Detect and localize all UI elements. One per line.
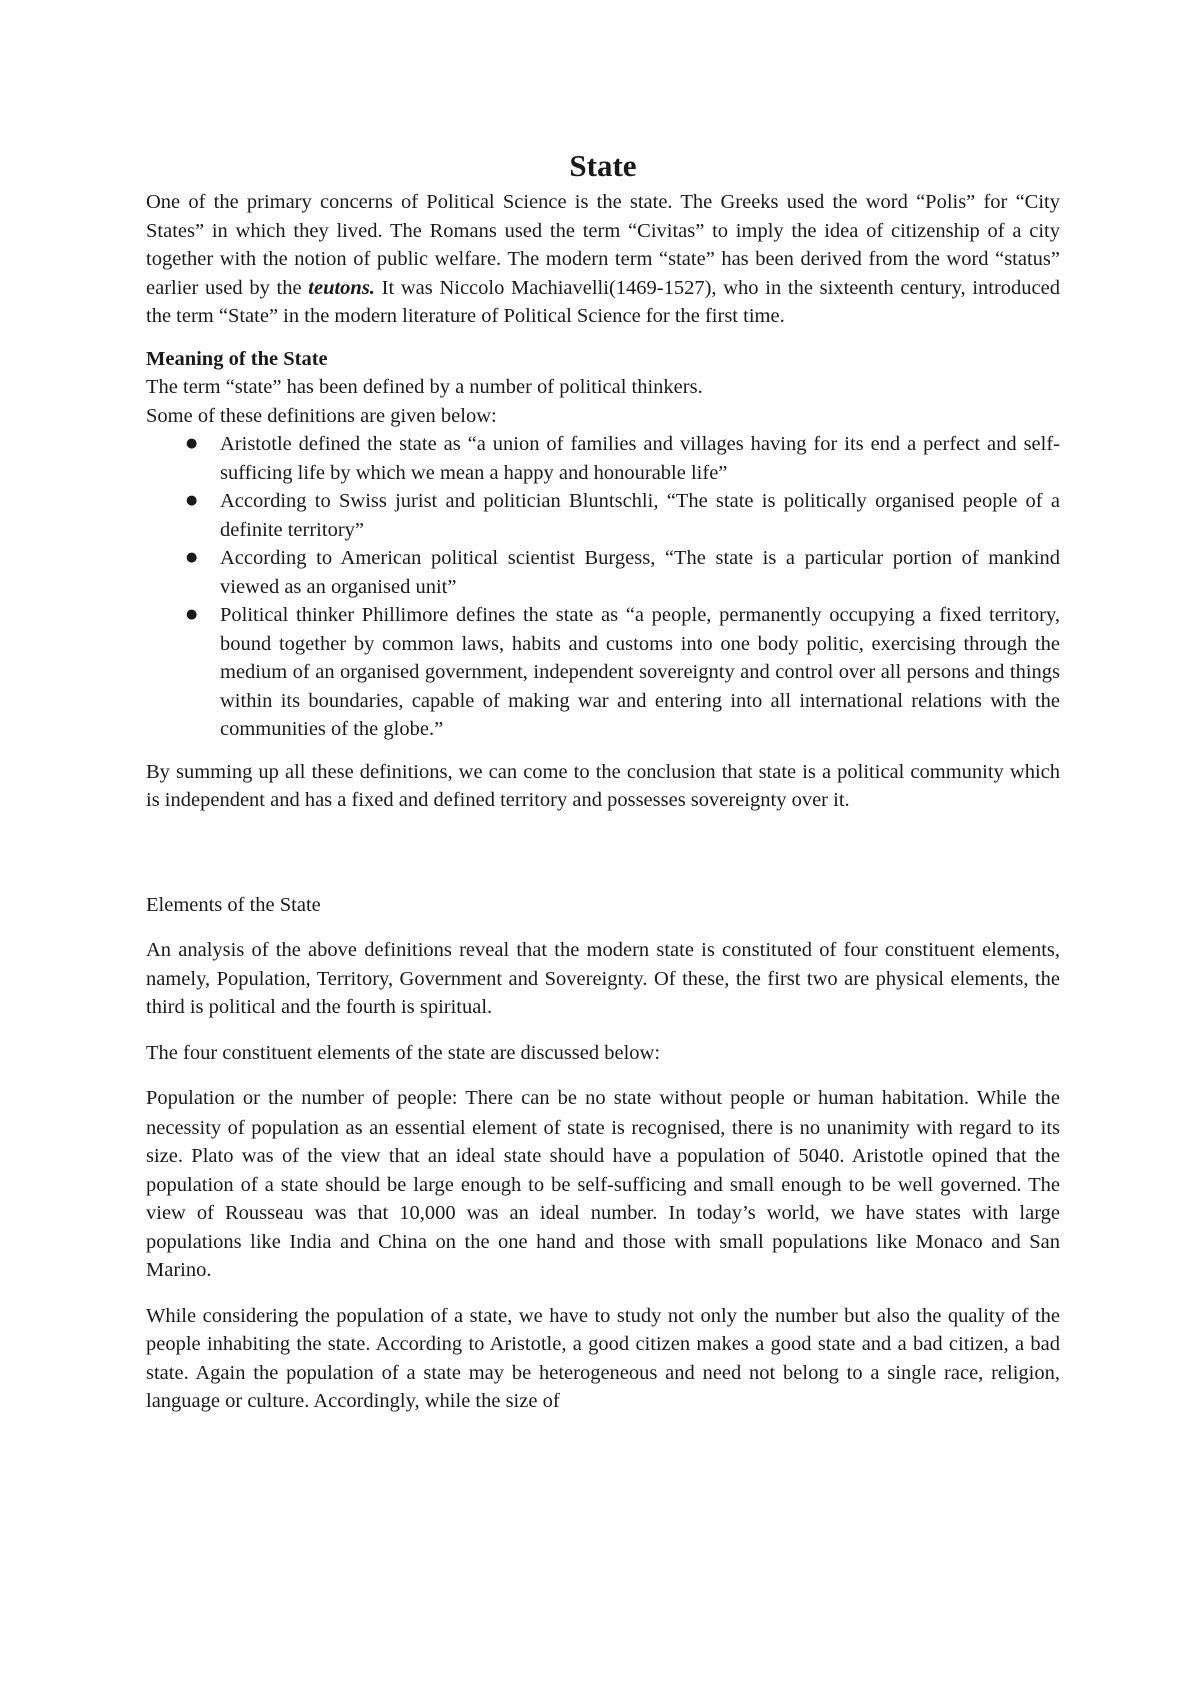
conclusion-paragraph: By summing up all these definitions, we can come to the conclusion that state is a political community which is independent and has a fixed and defined territory and possesses sovereignty over it. bbox=[146, 760, 1060, 811]
definitions-list bbox=[146, 430, 1060, 744]
spacer bbox=[146, 815, 1060, 891]
definition-item-aristotle bbox=[146, 430, 1060, 487]
bullet-icon: ● bbox=[186, 493, 198, 508]
population-text: Population or the number of people: There can be no state without people or human habitation. While the necessity of population as an essential element of state is recognised, there is no unanimity with regard to its size. Plato was of the view that an ideal state should have a population of 5040. Aristotle opined that the population of a state should be large enough to be self-sufficing and small enough to be well governed. The view of Rousseau was that 10,000 was an ideal number. In today’s world, we have states with large populations like India and China on the one hand and those with small populations like Monaco and San Marino. bbox=[146, 1087, 1060, 1281]
definition-text: According to Swiss jurist and politician Bluntschli, “The state is politically organised people of a definite territory” bbox=[220, 490, 1060, 541]
definition-text: Political thinker Phillimore defines the state as “a people, permanently occupying a fixed territory, bound together by common laws, habits and customs into one body politic, exercising through the medium of an organised government, independent sovereignty and control over all persons and things within its boundaries, capable of making war and entering into all international relations with the communities of the globe.” bbox=[220, 604, 1060, 740]
definition-item-burgess bbox=[146, 544, 1060, 601]
intro-emphasis-teutons: teutons. bbox=[308, 276, 375, 299]
definition-text: Aristotle defined the state as “a union of families and villages having for its end a perfect and self-sufficing life by which we mean a happy and honourable life” bbox=[220, 433, 1060, 484]
spacer bbox=[146, 744, 1060, 758]
document-title: State bbox=[569, 148, 637, 183]
population-paragraph bbox=[146, 1084, 1060, 1285]
bullet-icon: ● bbox=[186, 550, 198, 565]
elements-paragraph-2: The four constituent elements of the state are discussed below: bbox=[146, 1041, 661, 1064]
spacer bbox=[146, 331, 1060, 345]
definition-item-bluntschli bbox=[146, 487, 1060, 544]
population-quality-paragraph: While considering the population of a state, we have to study not only the number but also the quality of the people inhabiting the state. According to Aristotle, a good citizen makes a good state and a bad citizen, a bad state. Again the population of a state may be heterogeneous and need not belong to a single race, religion, language or culture. Accordingly, while the size of bbox=[146, 1304, 1060, 1412]
bullet-icon: ● bbox=[186, 607, 198, 622]
meaning-heading: Meaning of the State bbox=[146, 347, 328, 370]
meaning-line-2: Some of these definitions are given below: bbox=[146, 404, 497, 427]
intro-text-part1: One of the primary concerns of Political Science is the state. The Greeks used the word “Polis” for “City States” in which they lived. The Romans used the term “Civitas” to imply the idea of citizenship of a city together with the notion of public welfare. The modern term “state” has been derived from the word “status” earlier used by the bbox=[146, 191, 1060, 299]
bullet-icon: ● bbox=[186, 436, 198, 451]
definition-text: According to American political scientist Burgess, “The state is a particular portion of mankind viewed as an organised unit” bbox=[220, 547, 1060, 598]
elements-paragraph-1: An analysis of the above definitions reveal that the modern state is constituted of four constituent elements, namely, Population, Territory, Government and Sovereignty. Of these, the first two are physical elements, the third is political and the fourth is spiritual. bbox=[146, 939, 1060, 1018]
meaning-line-1: The term “state” has been defined by a number of political thinkers. bbox=[146, 376, 703, 398]
intro-text-part2: It was Niccolo Machiavelli(1469-1527), who in the sixteenth century, introduced the term “State” in the modern literature of Political Science for the first time. bbox=[146, 276, 1061, 327]
definition-item-phillimore bbox=[146, 601, 1060, 744]
intro-paragraph bbox=[146, 188, 1060, 331]
document-page bbox=[146, 146, 1060, 1416]
elements-heading: Elements of the State bbox=[146, 893, 321, 916]
